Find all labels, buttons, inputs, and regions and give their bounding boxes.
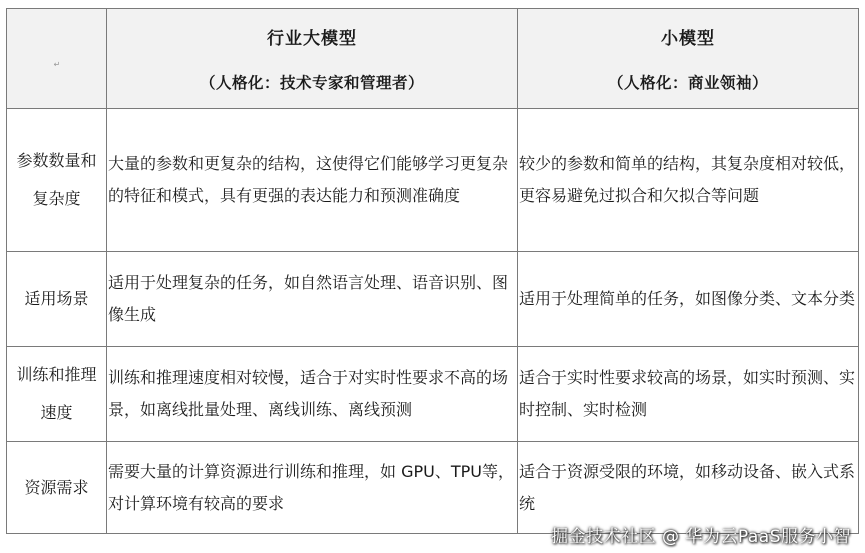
row-label: 训练和推理速度 <box>7 347 107 442</box>
small-model-cell: 适合于实时性要求较高的场景，如实时预测、实时控制、实时检测 <box>518 347 859 442</box>
table-row <box>7 252 859 347</box>
paragraph-mark: ↵ <box>53 60 61 69</box>
table-header-row <box>7 9 859 109</box>
header-corner-cell <box>7 9 107 109</box>
industry-model-subtitle: （人格化：技术专家和管理者） <box>199 74 424 92</box>
industry-model-cell: 需要大量的计算资源进行训练和推理，如 GPU、TPU等，对计算环境有较高的要求 <box>107 442 518 534</box>
industry-model-cell: 适用于处理复杂的任务，如自然语言处理、语音识别、图像生成 <box>107 252 518 347</box>
comparison-table-container <box>6 8 858 533</box>
table-row <box>7 347 859 442</box>
table-row <box>7 109 859 252</box>
small-model-cell: 适合于资源受限的环境，如移动设备、嵌入式系统 <box>518 442 859 534</box>
industry-model-cell: 大量的参数和更复杂的结构，这使得它们能够学习更复杂的特征和模式，具有更强的表达能力和预测准确度 <box>107 109 518 252</box>
small-model-cell: 适用于处理简单的任务，如图像分类、文本分类 <box>518 252 859 347</box>
small-model-title: 小模型 <box>661 29 715 49</box>
header-small-model <box>518 9 859 109</box>
comparison-table <box>6 8 859 534</box>
row-label: 适用场景 <box>7 252 107 347</box>
row-label: 资源需求 <box>7 442 107 534</box>
watermark-text: 掘金技术社区 @ 华为云PaaS服务小智 <box>551 527 851 547</box>
industry-model-title: 行业大模型 <box>267 29 357 49</box>
table-row <box>7 442 859 534</box>
header-industry-model <box>107 9 518 109</box>
small-model-subtitle: （人格化：商业领袖） <box>607 74 768 92</box>
industry-model-cell: 训练和推理速度相对较慢，适合于对实时性要求不高的场景，如离线批量处理、离线训练、离线预测 <box>107 347 518 442</box>
small-model-cell: 较少的参数和简单的结构，其复杂度相对较低，更容易避免过拟合和欠拟合等问题 <box>518 109 859 252</box>
row-label: 参数数量和复杂度 <box>7 109 107 252</box>
